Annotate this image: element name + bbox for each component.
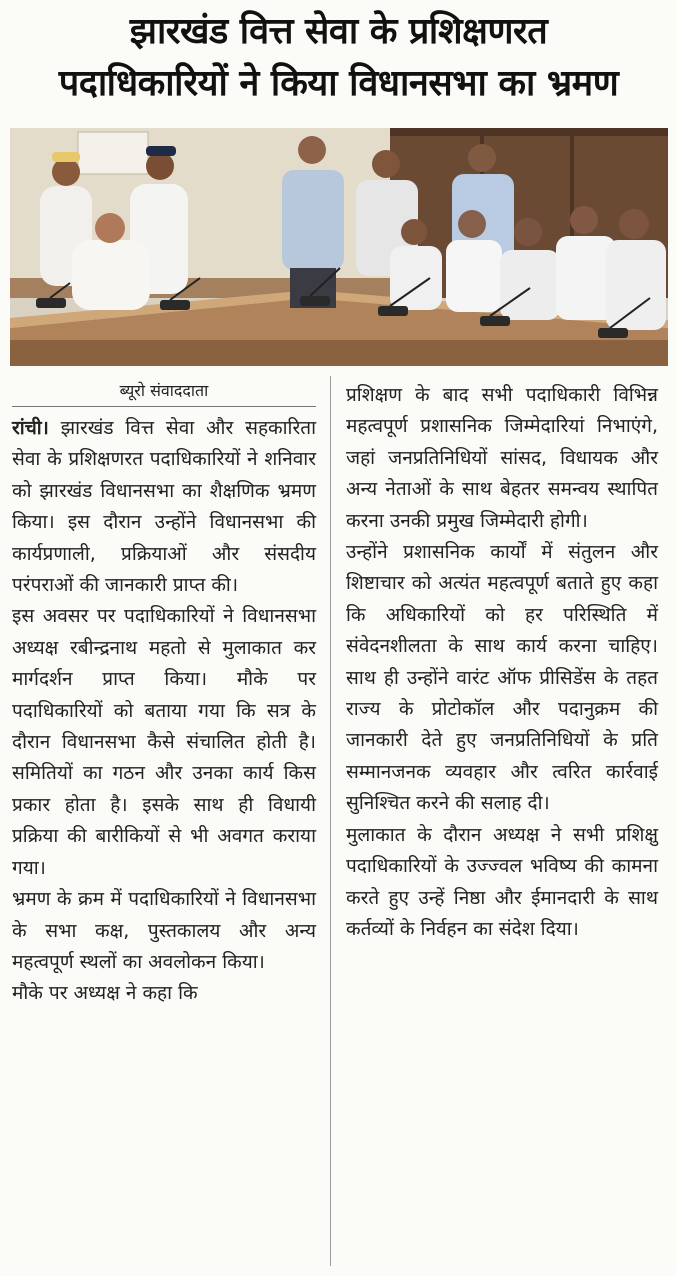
right-paragraph-2: उन्होंने प्रशासनिक कार्यों में संतुलन और शिष्टाचार को अत्यंत महत्वपूर्ण बताते हुए कहा कि अधिकारियों को हर परिस्थिति में संवेदनशीलता के साथ कार्य करना चाहिए। साथ ही उन्होंने वारंट ऑफ प्रीसिडेंस के तहत राज्य के प्रोटोकॉल और पदानुक्रम की जानकारी देते हुए जनप्रतिनिधियों के प्रति सम्मानजनक व्यवहार और त्वरित कार्रवाई सुनिश्चित करने की सलाह दी। <box>346 541 658 815</box>
news-photo <box>10 128 668 366</box>
column-divider <box>330 376 331 1266</box>
headline-line-1: झारखंड वित्त सेवा के प्रशिक्षणरत <box>129 11 548 52</box>
left-paragraph-1 <box>12 413 316 601</box>
right-paragraph-1: प्रशिक्षण के बाद सभी पदाधिकारी विभिन्न महत्वपूर्ण प्रशासनिक जिम्मेदारियां निभाएंगे, जहां जनप्रतिनिधियों सांसद, विधायक और अन्य नेताओं के साथ बेहतर समन्वय स्थापित करना उनकी प्रमुख जिम्मेदारी होगी। <box>346 384 658 532</box>
dateline: रांची। <box>12 417 49 439</box>
right-column <box>346 380 658 945</box>
left-paragraph-4: मौके पर अध्यक्ष ने कहा कि <box>12 982 198 1005</box>
headline-line-2: पदाधिकारियों ने किया विधानसभा का भ्रमण <box>58 63 619 104</box>
byline: ब्यूरो संवाददाता <box>12 380 316 407</box>
left-paragraph-2: इस अवसर पर पदाधिकारियों ने विधानसभा अध्यक्ष रबीन्द्रनाथ महतो से मुलाकात कर मार्गदर्शन प्राप्त किया। मौके पर पदाधिकारियों को बताया गया कि सत्र के दौरान विधानसभा कैसे संचालित होती है। समितियों का गठन और उनका कार्य किस प्रकार होता है। इसके साथ ही विधायी प्रक्रिया की बारीकियों से भी अवगत कराया गया। <box>12 605 316 879</box>
left-paragraph-1-text: झारखंड वित्त सेवा और सहकारिता सेवा के प्रशिक्षणरत पदाधिकारियों ने शनिवार को झारखंड विधानसभा का शैक्षणिक भ्रमण किया। इस दौरान उन्होंने विधानसभा की कार्यप्रणाली, प्रक्रियाओं और संसदीय परंपराओं की जानकारी प्राप्त की। <box>12 417 316 597</box>
left-column <box>12 380 316 1010</box>
right-paragraph-3: मुलाकात के दौरान अध्यक्ष ने सभी प्रशिक्षु पदाधिकारियों के उज्ज्वल भविष्य की कामना करते हुए उन्हें निष्ठा और ईमानदारी के साथ कर्तव्यों के निर्वहन का संदेश दिया। <box>346 823 658 940</box>
group-photo-icon <box>10 128 668 366</box>
headline <box>0 6 677 110</box>
left-paragraph-3: भ्रमण के क्रम में पदाधिकारियों ने विधानसभा के सभा कक्ष, पुस्तकालय और अन्य महत्वपूर्ण स्थलों का अवलोकन किया। <box>12 888 316 973</box>
